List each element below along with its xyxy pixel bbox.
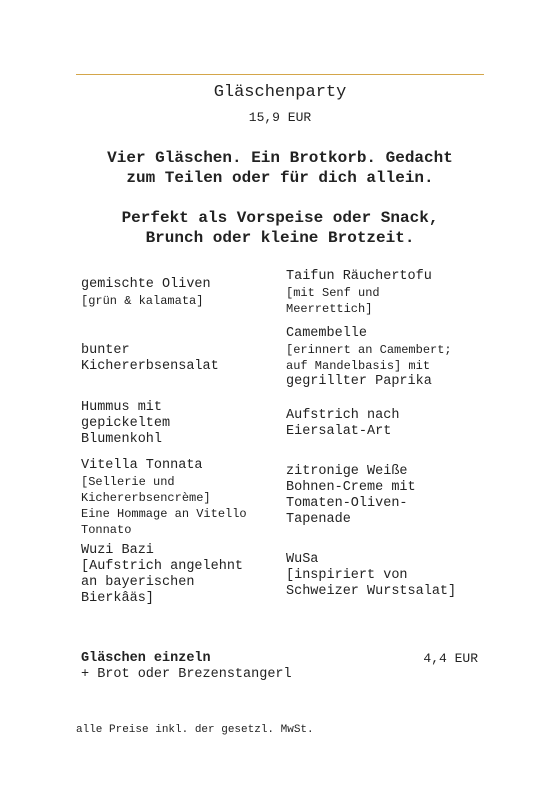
gold-divider-line xyxy=(76,74,484,75)
menu-item-bohnen-creme xyxy=(286,464,416,528)
menu-item-wuzi-bazi xyxy=(81,543,243,607)
menu-item-wusa xyxy=(286,552,456,600)
item-description: [Sellerie und xyxy=(81,475,175,489)
item-name: gemischte Oliven xyxy=(81,277,211,292)
menu-title: Gläschenparty xyxy=(213,83,347,102)
item-name: [Aufstrich angelehnt xyxy=(81,559,244,574)
tagline-line: Perfekt als Vorspeise oder Snack, xyxy=(121,209,439,227)
item-name: an bayerischen xyxy=(81,575,195,590)
menu-item-hummus xyxy=(81,400,170,448)
item-description: Tonnato xyxy=(81,523,132,537)
menu-item-vitella-tonnata xyxy=(81,458,247,538)
item-name: gepickeltem xyxy=(81,416,171,431)
item-description: Eine Hommage an Vitello xyxy=(81,507,247,521)
item-name: Hummus mit xyxy=(81,400,163,415)
item-name: Blumenkohl xyxy=(81,432,163,447)
item-description: [erinnert an Camembert; xyxy=(286,343,452,357)
item-name: Tapenade xyxy=(286,512,351,527)
item-description: [grün & kalamata] xyxy=(81,294,204,308)
item-name: Wuzi Bazi xyxy=(81,543,154,558)
item-name: Tomaten-Oliven- xyxy=(286,496,408,511)
menu-item-raeuchertofu xyxy=(286,269,432,317)
item-name: zitronige Weiße xyxy=(286,464,408,479)
menu-item-kichererbsensalat xyxy=(81,343,219,375)
item-description: Meerrettich] xyxy=(286,302,373,316)
item-name: Schweizer Wurstsalat] xyxy=(286,584,457,599)
item-description: gegrillter Paprika xyxy=(286,374,432,389)
item-name: Eiersalat-Art xyxy=(286,424,392,439)
single-jar-label: Gläschen einzeln xyxy=(81,651,211,666)
item-name: WuSa xyxy=(286,552,319,567)
item-name: Bohnen-Creme mit xyxy=(286,480,416,495)
item-name: Taifun Räuchertofu xyxy=(286,269,432,284)
item-description: [mit Senf und xyxy=(286,286,380,300)
tagline-sharing xyxy=(0,148,560,188)
menu-item-oliven xyxy=(81,277,211,309)
item-description: auf Mandelbasis] mit xyxy=(286,359,431,373)
item-name: Bierkâäs] xyxy=(81,591,154,606)
menu-item-camembelle xyxy=(286,326,452,390)
menu-item-eiersalat-aufstrich xyxy=(286,408,399,440)
item-name: Aufstrich nach xyxy=(286,408,400,423)
item-name: Camembelle xyxy=(286,326,368,341)
item-name: bunter xyxy=(81,343,130,358)
tagline-line: zum Teilen oder für dich allein. xyxy=(126,169,434,187)
item-name: Kichererbsensalat xyxy=(81,359,219,374)
item-name: [inspiriert von xyxy=(286,568,408,583)
menu-price: 15,9 EUR xyxy=(248,110,312,125)
single-jar-price: 4,4 EUR xyxy=(423,651,478,666)
item-description: Kichererbsencrème] xyxy=(81,491,211,505)
tagline-line: Brunch oder kleine Brotzeit. xyxy=(145,229,415,247)
tagline-line: Vier Gläschen. Ein Brotkorb. Gedacht xyxy=(107,149,453,167)
tagline-occasions xyxy=(0,208,560,248)
single-jar-addon: + Brot oder Brezenstangerl xyxy=(81,667,292,682)
vat-footnote: alle Preise inkl. der gesetzl. MwSt. xyxy=(76,724,314,736)
item-name: Vitella Tonnata xyxy=(81,458,203,473)
